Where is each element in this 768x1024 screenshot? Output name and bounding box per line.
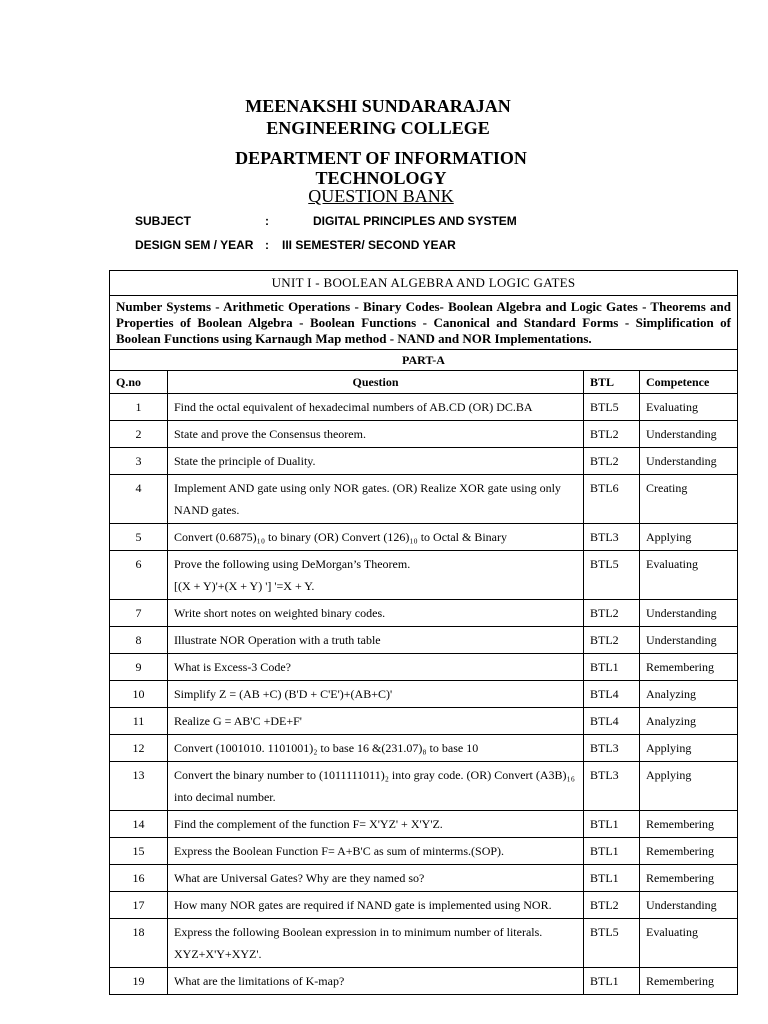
question-btl: BTL1 <box>584 865 640 892</box>
question-competence: Applying <box>640 762 738 811</box>
question-number: 8 <box>110 627 168 654</box>
question-number: 1 <box>110 394 168 421</box>
question-number: 5 <box>110 524 168 551</box>
question-row <box>110 838 738 865</box>
question-text: How many NOR gates are required if NAND gate is implemented using NOR. <box>168 892 584 919</box>
question-number: 12 <box>110 735 168 762</box>
question-row <box>110 811 738 838</box>
question-text: Implement AND gate using only NOR gates. (OR) Realize XOR gate using only NAND gates. <box>168 475 584 524</box>
question-competence: Understanding <box>640 421 738 448</box>
question-text: Express the Boolean Function F= A+B'C as sum of minterms.(SOP). <box>168 838 584 865</box>
qno-column-header: Q.no <box>110 371 168 394</box>
table-header-row <box>110 371 738 394</box>
question-number: 14 <box>110 811 168 838</box>
question-row <box>110 654 738 681</box>
question-text: Convert the binary number to (1011111011)₂ into gray code. (OR) Convert (A3B)₁₆ into decimal number. <box>168 762 584 811</box>
question-number: 17 <box>110 892 168 919</box>
question-competence: Understanding <box>640 627 738 654</box>
question-btl: BTL4 <box>584 681 640 708</box>
question-competence: Remembering <box>640 838 738 865</box>
question-number: 10 <box>110 681 168 708</box>
question-competence: Remembering <box>640 654 738 681</box>
subject-colon: : <box>265 214 269 228</box>
question-row <box>110 551 738 600</box>
question-text: What are the limitations of K-map? <box>168 968 584 995</box>
question-row <box>110 448 738 475</box>
question-btl: BTL5 <box>584 394 640 421</box>
subject-value: DIGITAL PRINCIPLES AND SYSTEM <box>313 214 517 228</box>
question-btl: BTL1 <box>584 968 640 995</box>
question-row <box>110 762 738 811</box>
question-btl: BTL2 <box>584 627 640 654</box>
question-row <box>110 968 738 995</box>
question-text: What are Universal Gates? Why are they named so? <box>168 865 584 892</box>
question-row <box>110 475 738 524</box>
question-number: 18 <box>110 919 168 968</box>
question-competence: Remembering <box>640 811 738 838</box>
question-number: 16 <box>110 865 168 892</box>
question-text: Convert (0.6875)₁₀ to binary (OR) Convert (126)₁₀ to Octal & Binary <box>168 524 584 551</box>
btl-column-header: BTL <box>584 371 640 394</box>
question-number: 7 <box>110 600 168 627</box>
question-text: Illustrate NOR Operation with a truth table <box>168 627 584 654</box>
question-competence: Analyzing <box>640 681 738 708</box>
question-competence: Evaluating <box>640 551 738 600</box>
question-number: 3 <box>110 448 168 475</box>
question-number: 4 <box>110 475 168 524</box>
question-text: Convert (1001010. 1101001)₂ to base 16 &(231.07)₈ to base 10 <box>168 735 584 762</box>
question-btl: BTL3 <box>584 735 640 762</box>
question-row <box>110 892 738 919</box>
question-competence: Analyzing <box>640 708 738 735</box>
question-btl: BTL2 <box>584 448 640 475</box>
semester-label: DESIGN SEM / YEAR <box>135 238 254 252</box>
question-btl: BTL1 <box>584 654 640 681</box>
question-row <box>110 600 738 627</box>
question-text: Find the octal equivalent of hexadecimal numbers of AB.CD (OR) DC.BA <box>168 394 584 421</box>
question-row <box>110 919 738 968</box>
question-competence: Understanding <box>640 892 738 919</box>
semester-colon: : <box>265 238 269 252</box>
question-btl: BTL2 <box>584 892 640 919</box>
question-btl: BTL5 <box>584 551 640 600</box>
question-row <box>110 394 738 421</box>
subject-label: SUBJECT <box>135 214 192 228</box>
question-number: 13 <box>110 762 168 811</box>
question-btl: BTL3 <box>584 762 640 811</box>
question-column-header: Question <box>168 371 584 394</box>
question-row <box>110 735 738 762</box>
question-competence: Evaluating <box>640 919 738 968</box>
question-text: State the principle of Duality. <box>168 448 584 475</box>
unit-title: UNIT I - BOOLEAN ALGEBRA AND LOGIC GATES <box>110 271 738 296</box>
question-text: Write short notes on weighted binary codes. <box>168 600 584 627</box>
question-text: Find the complement of the function F= X'YZ' + X'Y'Z. <box>168 811 584 838</box>
question-competence: Applying <box>640 524 738 551</box>
question-text: Prove the following using DeMorgan’s Theorem. [(X + Y)'+(X + Y) '] '=X + Y. <box>168 551 584 600</box>
question-text: Express the following Boolean expression in to minimum number of literals. XYZ+X'Y+XYZ'. <box>168 919 584 968</box>
question-number: 2 <box>110 421 168 448</box>
question-competence: Understanding <box>640 448 738 475</box>
question-row <box>110 681 738 708</box>
question-btl: BTL2 <box>584 600 640 627</box>
question-row <box>110 865 738 892</box>
question-competence: Applying <box>640 735 738 762</box>
question-competence: Evaluating <box>640 394 738 421</box>
question-btl: BTL2 <box>584 421 640 448</box>
document-title: QUESTION BANK <box>308 186 454 206</box>
competence-column-header: Competence <box>640 371 738 394</box>
question-text: Realize G = AB'C +DE+F' <box>168 708 584 735</box>
question-number: 11 <box>110 708 168 735</box>
department-line2: TECHNOLOGY <box>315 168 447 188</box>
question-competence: Remembering <box>640 865 738 892</box>
question-btl: BTL5 <box>584 919 640 968</box>
question-text: Simplify Z = (AB +C) (B'D + C'E')+(AB+C)' <box>168 681 584 708</box>
question-competence: Remembering <box>640 968 738 995</box>
question-competence: Creating <box>640 475 738 524</box>
unit-topics: Number Systems - Arithmetic Operations - Binary Codes- Boolean Algebra and Logic Gates - Theorems and Properties of Boolean Algebra - Boolean Functions - Canonical and Standard Forms - Simplification of Boolean Functions using Karnaugh Map method - NAND and NOR Implementations. <box>110 296 738 350</box>
semester-value: III SEMESTER/ SECOND YEAR <box>282 238 456 252</box>
question-row <box>110 708 738 735</box>
college-name-line1: MEENAKSHI SUNDARARAJAN <box>245 96 511 116</box>
question-row <box>110 524 738 551</box>
question-text: What is Excess-3 Code? <box>168 654 584 681</box>
question-btl: BTL1 <box>584 811 640 838</box>
college-name-line2: ENGINEERING COLLEGE <box>266 118 490 138</box>
question-row <box>110 421 738 448</box>
question-number: 19 <box>110 968 168 995</box>
department-line1: DEPARTMENT OF INFORMATION <box>235 148 527 168</box>
question-competence: Understanding <box>640 600 738 627</box>
question-btl: BTL1 <box>584 838 640 865</box>
question-number: 9 <box>110 654 168 681</box>
question-table <box>109 270 738 995</box>
question-btl: BTL4 <box>584 708 640 735</box>
question-text: State and prove the Consensus theorem. <box>168 421 584 448</box>
question-btl: BTL3 <box>584 524 640 551</box>
question-number: 15 <box>110 838 168 865</box>
question-row <box>110 627 738 654</box>
question-number: 6 <box>110 551 168 600</box>
question-btl: BTL6 <box>584 475 640 524</box>
part-a-heading: PART-A <box>110 350 738 371</box>
